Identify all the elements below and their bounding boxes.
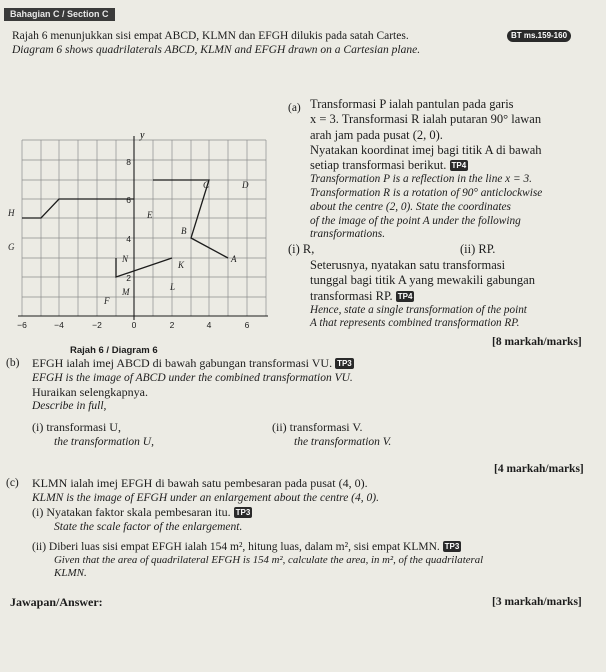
qc-ms1: KLMN ialah imej EFGH di bawah satu pembesaran pada pusat (4, 0). [32, 476, 368, 490]
qa-en7: A that represents combined transformation RP. [310, 317, 520, 330]
qc-ii-en2: KLMN. [54, 567, 87, 580]
y-tick-labels [126, 157, 131, 283]
qc-label: (c) [6, 477, 19, 489]
point-label: N [122, 254, 129, 264]
qa-en2: Transformation R is a rotation of 90° anticlockwise [310, 187, 543, 200]
tp-badge: TP3 [235, 508, 251, 517]
qa-ms1: Transformasi P ialah pantulan pada garis [310, 97, 514, 111]
x-tick: 6 [244, 320, 250, 330]
x-tick: −6 [17, 320, 27, 330]
qa-ms8: transformasi RP. [310, 288, 393, 303]
qa-en4: of the image of the point A under the following [310, 214, 521, 227]
point-label: H [8, 208, 15, 218]
qa-en6: Hence, state a single transformation of the point [310, 303, 527, 316]
qb-marks: [4 markah/marks] [494, 463, 584, 475]
grid-lines [22, 140, 266, 316]
y-tick: 8 [126, 157, 131, 167]
point-label: C [203, 180, 210, 190]
intro-ms: Rajah 6 menunjukkan sisi empat ABCD, KLMN dan EFGH dilukis pada satah Cartes. [12, 30, 409, 42]
answer-label: Jawapan/Answer: [10, 595, 103, 609]
qc-ii-en1: Given that the area of quadrilateral EFGH is 154 m², calculate the area, in m², of the quadrilateral [54, 554, 484, 567]
qb-ii-ms: (ii) transformasi V. [272, 420, 363, 434]
tp-badge: TP4 [397, 291, 413, 301]
qb-part-i [32, 420, 154, 449]
axes [18, 136, 268, 320]
qa-ms6: Seterusnya, nyatakan satu transformasi [310, 258, 506, 272]
x-tick: −4 [54, 320, 64, 330]
qa-ii: (ii) RP. [460, 242, 496, 256]
qb-part-ii [272, 420, 391, 449]
point-label: F [104, 296, 110, 306]
diagram-caption: Rajah 6 / Diagram 6 [70, 345, 158, 356]
qc-i-en: State the scale factor of the enlargement. [54, 520, 243, 533]
qa-ms4: Nyatakan koordinat imej bagi titik A di bawah [310, 142, 542, 157]
question-c [32, 476, 379, 505]
qc-part-ii [32, 540, 483, 581]
qb-ms2: Huraikan selengkapnya. [32, 384, 148, 399]
y-tick: 2 [126, 273, 131, 283]
x-tick: 0 [131, 320, 137, 330]
qb-label: (b) [6, 357, 20, 369]
x-tick: 2 [169, 320, 175, 330]
y-tick: 6 [126, 195, 131, 205]
point-label: L [170, 282, 176, 292]
section-header: Bahagian C / Section C [4, 8, 115, 21]
y-tick: 4 [126, 234, 131, 244]
point-label: K [178, 260, 185, 270]
point-label: A [231, 254, 237, 264]
qa-ms7: tunggal bagi titik A yang mewakili gabungan [310, 273, 535, 288]
page-ref-badge: BT ms.159-160 [507, 30, 571, 42]
qb-i-en: the transformation U, [54, 435, 154, 448]
qc-ii-ms: (ii) Diberi luas sisi empat EFGH ialah 154 m², hitung luas, dalam m², sisi empat KLMN. [32, 541, 440, 553]
cartesian-diagram [0, 128, 270, 360]
qa-ms5: setiap transformasi berikut. [310, 158, 447, 172]
x-tick: 4 [206, 320, 212, 330]
qb-en2: Describe in full, [32, 400, 107, 413]
qc-i-ms: (i) Nyatakan faktor skala pembesaran itu. [32, 505, 231, 519]
point-label: E [147, 210, 153, 220]
qb-ii-en: the transformation V. [294, 435, 392, 448]
point-label: D [242, 180, 249, 190]
qa-ms3: arah jam pada pusat (2, 0). [310, 127, 443, 142]
intro-en: Diagram 6 shows quadrilaterals ABCD, KLMN and EFGH drawn on a Cartesian plane. [12, 44, 421, 56]
tp-badge: TP4 [451, 161, 467, 170]
qa-en1: Transformation P is a reflection in the line x = 3. [310, 173, 532, 186]
qb-en1: EFGH is the image of ABCD under the combined transformation VU. [32, 371, 353, 384]
qc-en1: KLMN is the image of EFGH under an enlargement about the centre (4, 0). [32, 491, 379, 504]
qa-en5: transformations. [310, 228, 386, 241]
qc-part-i [32, 505, 252, 534]
tp-badge: TP3 [337, 359, 352, 368]
x-tick-labels [17, 320, 249, 330]
qa-en3: about the centre (2, 0). State the coordinates [310, 200, 511, 213]
qa-marks: [8 markah/marks] [492, 336, 582, 348]
point-label: G [8, 242, 15, 252]
point-label: B [181, 226, 187, 236]
qc-marks: [3 markah/marks] [492, 596, 582, 608]
qa-ms2: x = 3. Transformasi R ialah putaran 90° lawan [310, 112, 542, 127]
qa-i: (i) R, [288, 242, 315, 256]
quad-abcd [153, 180, 228, 258]
question-b [32, 356, 532, 413]
point-label: M [122, 287, 130, 297]
qa-label: (a) [288, 102, 301, 114]
qb-ms1: EFGH ialah imej ABCD di bawah gabungan transformasi VU. [32, 356, 333, 370]
qa-hence [310, 258, 602, 331]
qb-i-ms: (i) transformasi U, [32, 420, 121, 434]
y-axis-label: y [140, 130, 145, 141]
tp-badge: TP3 [444, 542, 460, 551]
x-tick: −2 [92, 320, 102, 330]
question-a [288, 97, 600, 242]
